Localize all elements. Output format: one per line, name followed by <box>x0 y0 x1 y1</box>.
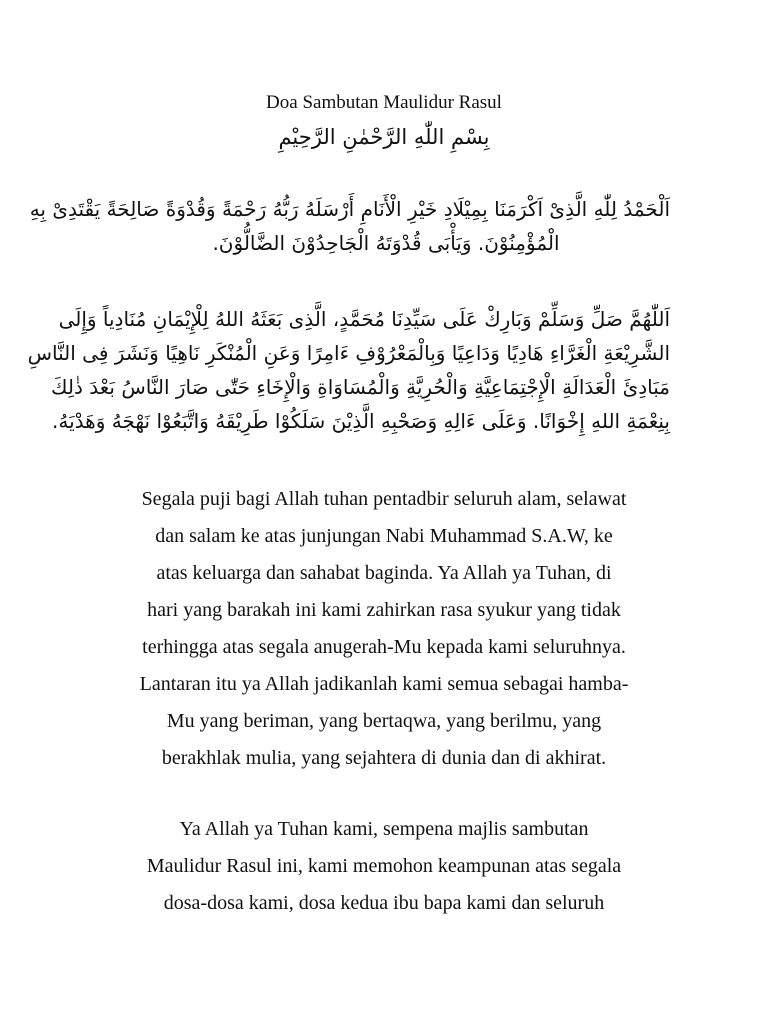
malay-line: dosa-dosa kami, dosa kedua ibu bapa kami dan seluruh <box>163 892 605 914</box>
malay-line: dan salam ke atas junjungan Nabi Muhammad S.A.W, ke <box>155 525 613 547</box>
malay-paragraph-translation <box>84 481 684 777</box>
arabic-paragraph-selawat <box>27 302 670 438</box>
malay-line: berakhlak mulia, yang sejahtera di dunia dan di akhirat. <box>161 747 607 769</box>
malay-line: atas keluarga dan sahabat baginda. Ya Allah ya Tuhan, di <box>156 562 612 584</box>
arabic-line: الْمُؤْمِنُوْنَ. وَيَأْبَى قُدْوَتَهُ الْجَاحِدُوْنَ الضَّالُّوْنَ. <box>212 231 560 255</box>
malay-line: terhingga atas segala anugerah-Mu kepada kami seluruhnya. <box>142 636 626 658</box>
arabic-line: اَللّٰهُمَّ صَلِّ وَسَلِّمْ وَبَارِكْ عَلَى سَيِّدِنَا مُحَمَّدٍ، الَّذِى بَعَثَهُ اللهُ لِلْإِيْمَانِ مُنَادِياً وَإِلَى <box>58 307 670 331</box>
arabic-paragraph-opening <box>29 192 670 260</box>
bismillah-text: بِسْمِ اللّٰهِ الرَّحْمٰنِ الرَّحِيْمِ <box>278 125 490 149</box>
malay-paragraph-supplication <box>84 811 684 922</box>
arabic-line: بِنِعْمَةِ اللهِ إِخْوَانًا. وَعَلَى ءَالِهِ وَصَحْبِهِ الَّذِيْنَ سَلَكُوْا طَرِيْقَهُ وَاتَّبَعُوْا نَهْجَهُ وَهَدْيَهُ. <box>52 409 670 433</box>
malay-line: Maulidur Rasul ini, kami memohon keampunan atas segala <box>146 855 622 877</box>
malay-line: Lantaran itu ya Allah jadikanlah kami semua sebagai hamba- <box>139 673 629 695</box>
malay-line: Mu yang beriman, yang bertaqwa, yang berilmu, yang <box>166 710 602 732</box>
malay-line: hari yang barakah ini kami zahirkan rasa syukur yang tidak <box>147 599 621 621</box>
arabic-line: مَبَادِئَ الْعَدَالَةِ الْإِجْتِمَاعِيَّةِ وَالْحُرِيَّةِ وَالْمُسَاوَاةِ وَالْإِخَاءِ حَتّٰى صَارَ النَّاسُ بَعْدَ ذٰلِكَ <box>51 375 670 399</box>
arabic-line: الشَّرِيْعَةِ الْغَرَّاءِ هَادِيًا وَدَاعِيًا وَبِالْمَعْرُوْفِ ءَامِرًا وَعَنِ الْمُنْكَرِ نَاهِيًا وَنَشَرَ فِى النَّاسِ <box>27 341 670 365</box>
malay-line: Ya Allah ya Tuhan kami, sempena majlis sambutan <box>179 818 589 840</box>
malay-line: Segala puji bagi Allah tuhan pentadbir seluruh alam, selawat <box>141 488 627 510</box>
arabic-line: اَلْحَمْدُ لِلّٰهِ الَّذِىْ اَكْرَمَنَا بِمِيْلَادِ خَيْرِ الْأَنَامِ أَرْسَلَهُ رَبُّهُ رَحْمَةً وَقُدْوَةً صَالِحَةً يَقْتَدِىْ بِهِ <box>29 197 670 221</box>
document-title: Doa Sambutan Maulidur Rasul <box>266 92 502 113</box>
